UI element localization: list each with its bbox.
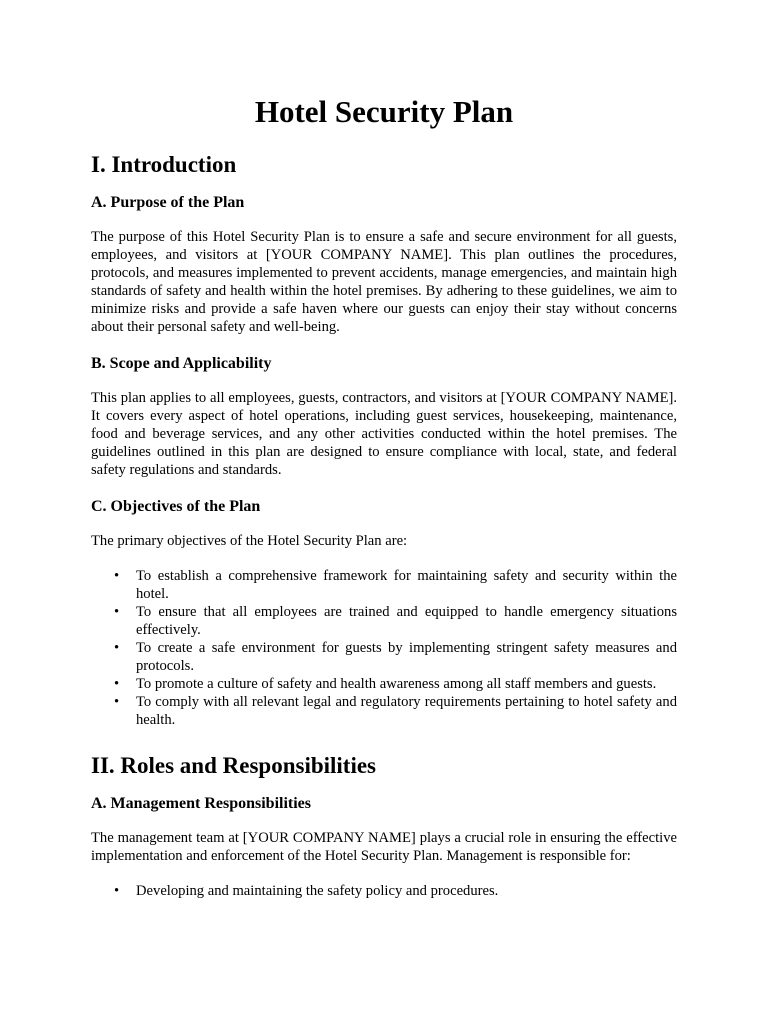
bullet-icon: • (114, 604, 120, 620)
bullet-icon: • (114, 568, 120, 584)
subsection-heading-purpose: A. Purpose of the Plan (91, 194, 245, 211)
scope-paragraph: This plan applies to all employees, guests, contractors, and visitors at [YOUR COMPANY NAME]. It covers every aspect of hotel operations, including guest services, housekeeping, maintenance, food and beverage services, and any other activities conducted within the hotel premises. The guidelines outlined in this plan are designed to ensure compliance with local, state, and federal safety regulations and standards. (91, 390, 677, 478)
management-paragraph: The management team at [YOUR COMPANY NAME] plays a crucial role in ensuring the effective implementation and enforcement of the Hotel Security Plan. Management is responsible for: (91, 830, 677, 864)
list-item (91, 639, 677, 675)
subsection-heading-management: A. Management Responsibilities (91, 795, 311, 812)
list-item (91, 675, 677, 693)
purpose-paragraph: The purpose of this Hotel Security Plan is to ensure a safe and secure environment for all guests, employees, and visitors at [YOUR COMPANY NAME]. This plan outlines the procedures, protocols, and measures implemented to prevent accidents, manage emergencies, and maintain high standards of safety and health within the hotel premises. By adhering to these guidelines, we aim to minimize risks and provide a safe haven where our guests can enjoy their stay without concerns about their personal safety and well-being. (91, 229, 677, 335)
list-item-text: To ensure that all employees are trained and equipped to handle emergency situations effectively. (136, 604, 677, 638)
list-item-text: To comply with all relevant legal and regulatory requirements pertaining to hotel safety and health. (136, 694, 677, 728)
section-heading-introduction: I. Introduction (91, 152, 237, 177)
document-title: Hotel Security Plan (254, 94, 514, 129)
bullet-icon: • (114, 694, 120, 710)
list-item (91, 882, 677, 900)
list-item (91, 567, 677, 603)
objectives-list (91, 567, 677, 729)
bullet-icon: • (114, 676, 120, 692)
section-heading-roles: II. Roles and Responsibilities (91, 753, 377, 778)
subsection-heading-scope: B. Scope and Applicability (91, 355, 272, 372)
list-item (91, 603, 677, 639)
bullet-icon: • (114, 883, 120, 899)
objectives-intro-paragraph: The primary objectives of the Hotel Security Plan are: (91, 533, 408, 549)
list-item (91, 693, 677, 729)
management-list (91, 882, 677, 900)
list-item-text: To promote a culture of safety and health awareness among all staff members and guests. (136, 676, 657, 692)
list-item-text: To create a safe environment for guests by implementing stringent safety measures and protocols. (136, 640, 677, 674)
subsection-heading-objectives: C. Objectives of the Plan (91, 498, 261, 515)
bullet-icon: • (114, 640, 120, 656)
list-item-text: Developing and maintaining the safety policy and procedures. (136, 883, 499, 899)
list-item-text: To establish a comprehensive framework for maintaining safety and security within the hotel. (136, 568, 677, 602)
